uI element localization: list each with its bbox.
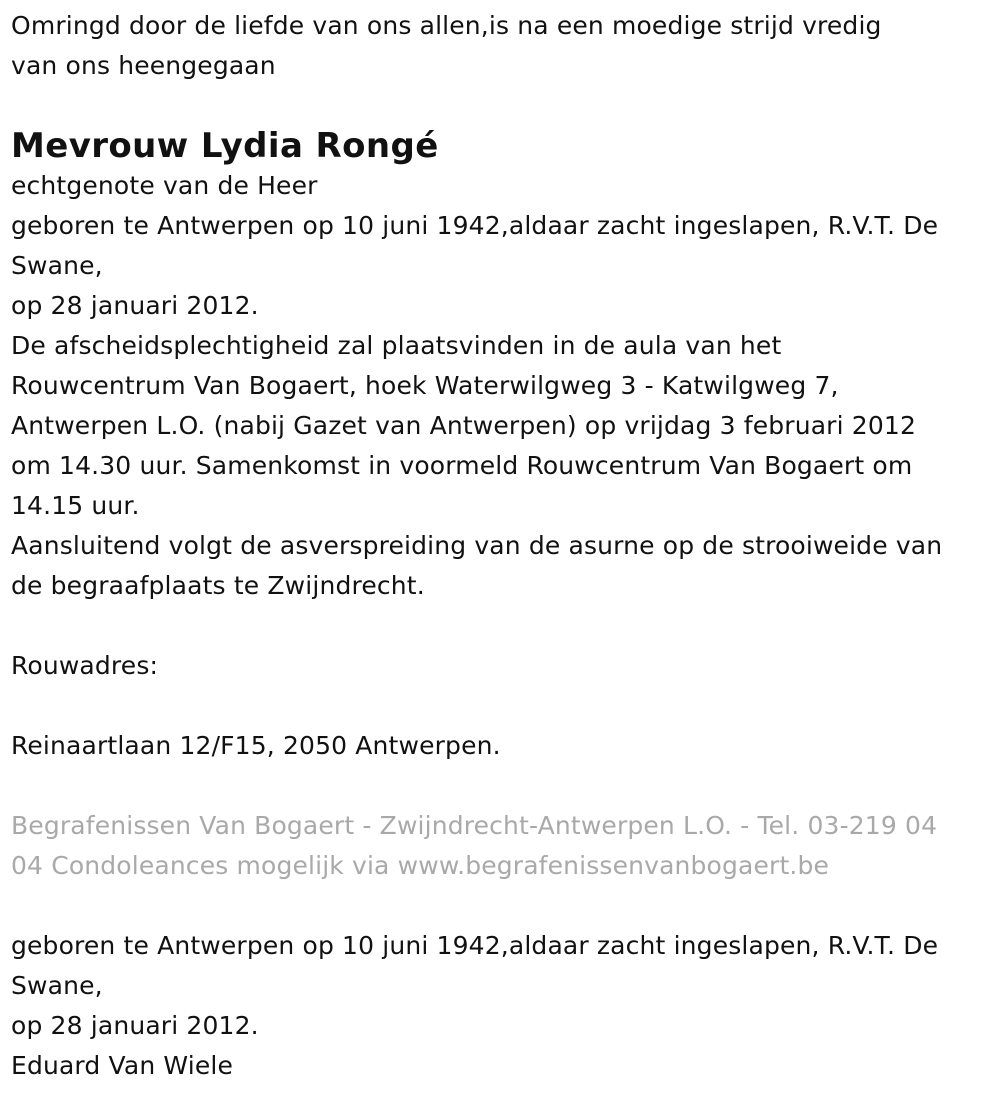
spacer bbox=[11, 886, 991, 926]
repeat-line: Swane, bbox=[11, 971, 103, 1000]
intro-line: Omringd door de liefde van ons allen,is na een moedige strijd vredig bbox=[11, 11, 882, 40]
detail-line: geboren te Antwerpen op 10 juni 1942,aldaar zacht ingeslapen, R.V.T. De bbox=[11, 211, 939, 240]
mourning-address: Reinaartlaan 12/F15, 2050 Antwerpen. bbox=[11, 731, 501, 760]
spacer bbox=[11, 766, 991, 806]
funeral-home-line: 04 Condoleances mogelijk via www.begrafenissenvanbogaert.be bbox=[11, 851, 830, 880]
intro-text bbox=[11, 6, 991, 86]
intro-line: van ons heengegaan bbox=[11, 51, 276, 80]
detail-line: de begraafplaats te Zwijndrecht. bbox=[11, 571, 425, 600]
detail-line: echtgenote van de Heer bbox=[11, 171, 318, 200]
detail-line: De afscheidsplechtigheid zal plaatsvinden in de aula van het bbox=[11, 331, 782, 360]
address-label: Rouwadres: bbox=[11, 651, 159, 680]
detail-line: om 14.30 uur. Samenkomst in voormeld Rouwcentrum Van Bogaert om bbox=[11, 451, 913, 480]
detail-line: Swane, bbox=[11, 251, 103, 280]
deceased-name: Mevrouw Lydia Rongé bbox=[11, 126, 439, 166]
detail-line: op 28 januari 2012. bbox=[11, 291, 259, 320]
funeral-home-line: Begrafenissen Van Bogaert - Zwijndrecht-Antwerpen L.O. - Tel. 03-219 04 bbox=[11, 811, 938, 840]
spacer bbox=[11, 606, 991, 646]
detail-line: Rouwcentrum Van Bogaert, hoek Waterwilgweg 3 - Katwilgweg 7, bbox=[11, 371, 839, 400]
funeral-home-info bbox=[11, 806, 991, 886]
repeated-details bbox=[11, 926, 991, 1086]
repeat-line: geboren te Antwerpen op 10 juni 1942,aldaar zacht ingeslapen, R.V.T. De bbox=[11, 931, 939, 960]
obituary-details bbox=[11, 166, 991, 606]
detail-line: 14.15 uur. bbox=[11, 491, 140, 520]
spacer bbox=[11, 686, 991, 726]
repeat-line: op 28 januari 2012. bbox=[11, 1011, 259, 1040]
detail-line: Antwerpen L.O. (nabij Gazet van Antwerpen) op vrijdag 3 februari 2012 bbox=[11, 411, 917, 440]
signatory-name: Eduard Van Wiele bbox=[11, 1051, 233, 1080]
obituary-notice bbox=[11, 0, 991, 1086]
detail-line: Aansluitend volgt de asverspreiding van de asurne op de strooiweide van bbox=[11, 531, 943, 560]
